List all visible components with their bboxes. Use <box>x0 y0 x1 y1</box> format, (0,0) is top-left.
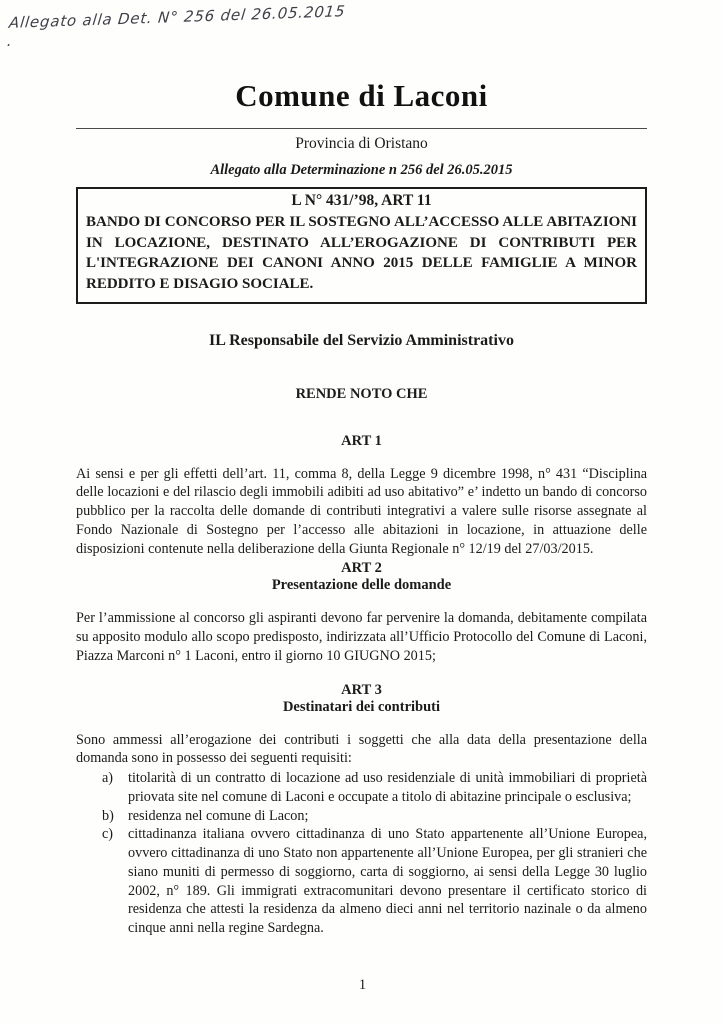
art2-subheading: Presentazione delle domande <box>271 577 452 594</box>
law-reference-title: L N° 431/’98, ART 11 <box>291 192 432 209</box>
art2-body: Per l’ammissione al concorso gli aspiranti devono far pervenire la domanda, debitamente compilata su apposito modulo allo scopo predisposto, indirizzata all’Ufficio Protocollo del Comune di Laconi, Piazza Marconi n° 1 Laconi, entro il giorno 10 GIUGNO 2015; <box>76 610 647 664</box>
art3-heading: ART 3 <box>341 681 382 698</box>
list-marker: c) <box>102 826 114 843</box>
attachment-line: Allegato alla Determinazione n 256 del 26.05.2015 <box>210 162 513 178</box>
art1-body: Ai sensi e per gli effetti dell’art. 11, comma 8, della Legge 9 dicembre 1998, n° 431 “Disciplina delle locazioni e del rilascio degli immobili adibiti ad uso abitativo” e’ indetto un bando di concorso pubblico per la raccolta delle domande di contributi integrativi a valere sulle risorse assegnate al Fondo Nazionale di Sostegno per l’accesso alle abitazioni in locazione, in attuazione delle disposizioni contenute nella deliberazione della Giunta Regionale n° 12/19 del 27/03/2015. <box>76 465 647 557</box>
list-item-c <box>102 825 647 937</box>
list-item-text: residenza nel comune di Lacon; <box>128 807 309 824</box>
page-number: 1 <box>358 977 367 993</box>
header-divider <box>76 128 647 129</box>
list-marker: b) <box>102 807 114 824</box>
notice-body: BANDO DI CONCORSO PER IL SOSTEGNO ALL’ACCESSO ALLE ABITAZIONI IN LOCAZIONE, DESTINATO ALL’EROGAZIONE DI CONTRIBUTI PER L'INTEGRAZIONE DEI CANONI ANNO 2015 DELLE FAMIGLIE A MINOR REDDITO E DISAGIO SOCIALE. <box>86 214 637 293</box>
list-item-b <box>102 807 647 826</box>
art3-intro: Sono ammessi all’erogazione dei contributi i soggetti che alla data della presentazione della domanda sono in possesso dei seguenti requisiti: <box>76 731 647 767</box>
list-item-a <box>102 769 647 806</box>
list-item-text: titolarità di un contratto di locazione ad uso residenziale di unità immobiliari di proprietà priovata site nel comune di Laconi e occupate a titolo di abitazine principale o esclusiva; <box>128 770 647 805</box>
handwritten-annotation: Allegato alla Det. N° 256 del 26.05.2015 . <box>6 2 347 51</box>
art2-heading: ART 2 <box>341 560 382 577</box>
art3-subheading: Destinatari dei contributi <box>282 698 441 715</box>
list-item-text: cittadinanza italiana ovvero cittadinanza di uno Stato appartenente all’Unione Europea, ovvero cittadinanza di uno Stato non appartenente all’Unione Europea, per gli stranieri che siano muniti di permesso di soggiorno, carta di soggiorno, ai sensi della Legge 30 luglio 2002, n° 189. Gli immigrati extracomunitari devono presentare il certificato storico di residenza che attesti la residenza da almeno dieci anni nel territorio nazinale o da almeno cinque anni nella regine Sardegna. <box>128 826 647 936</box>
responsible-heading: IL Responsabile del Servizio Amministrativo <box>209 331 514 349</box>
notice-box <box>76 187 647 304</box>
list-marker: a) <box>102 770 114 787</box>
art1-heading: ART 1 <box>341 432 382 449</box>
requirements-list <box>76 769 647 938</box>
document-title: Comune di Laconi <box>235 78 488 113</box>
announcement-heading: RENDE NOTO CHE <box>295 385 428 402</box>
province-subtitle: Provincia di Oristano <box>295 135 428 152</box>
